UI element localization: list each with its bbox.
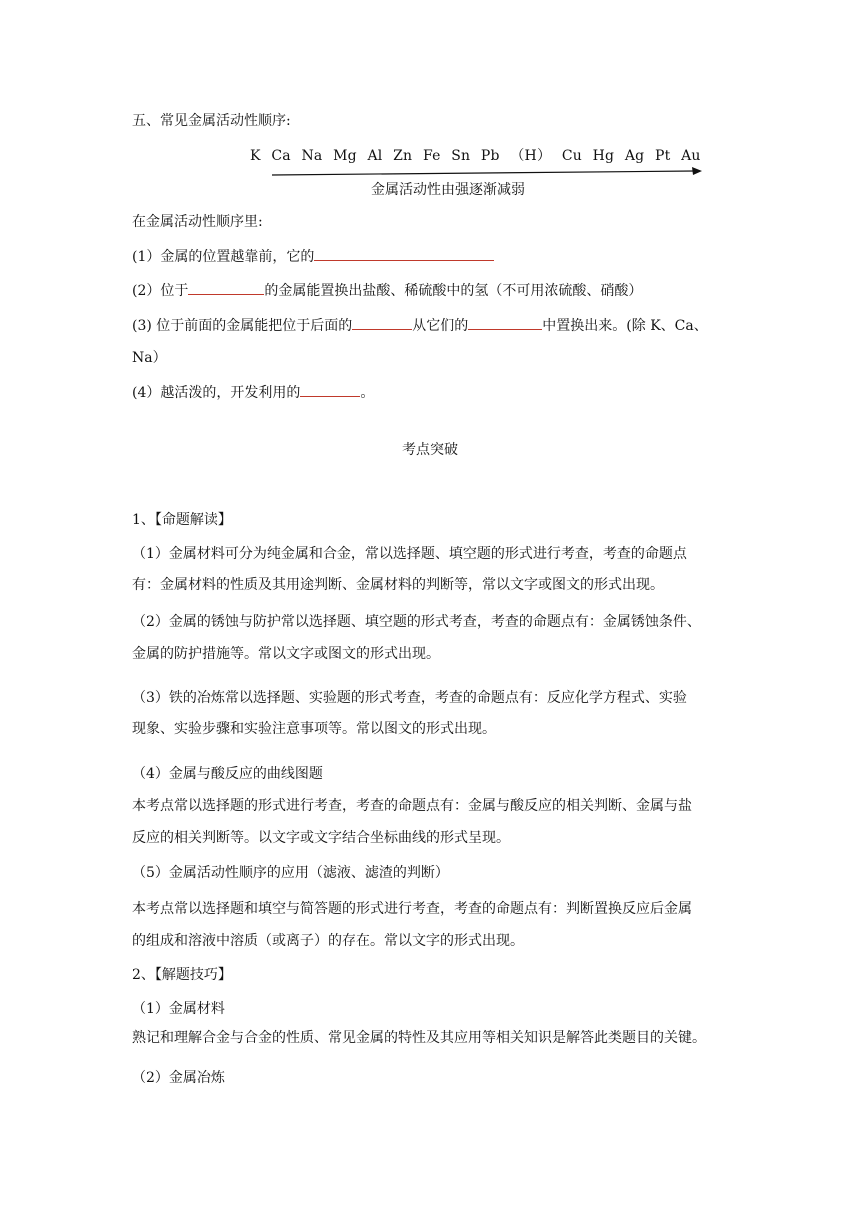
paragraph-line: 的组成和溶液中溶质（或离子）的存在。常以文字的形式出现。 [132, 933, 524, 949]
arrow-caption: 金属活动性由强逐渐减弱 [371, 182, 525, 198]
item-3-text-cont: 从它们的 [412, 318, 469, 334]
part1-title: 1、【命题解读】 [132, 512, 232, 528]
item-4-text: (4）越活泼的，开发利用的 [132, 385, 301, 401]
item-2 [132, 280, 642, 301]
paragraph-line: 本考点常以选择题和填空与简答题的形式进行考查，考查的命题点有：判断置换反应后金属 [132, 901, 692, 917]
paragraph-line: 金属的防护措施等。常以文字或图文的形式出现。 [132, 646, 440, 662]
item-3-wrap: Na） [132, 350, 167, 366]
paragraph-line: 反应的相关判断等。以文字或文字结合坐标曲线的形式呈现。 [132, 830, 510, 846]
answer-blank[interactable] [468, 315, 542, 330]
answer-blank[interactable] [352, 315, 412, 330]
metal-symbol: Ag [624, 148, 645, 164]
answer-blank[interactable] [314, 246, 494, 261]
paragraph-title: （2）金属冶炼 [132, 1070, 225, 1086]
right-arrow-icon [270, 164, 706, 178]
item-1 [132, 246, 494, 267]
metal-symbol: Hg [592, 148, 615, 164]
paragraph-line: （3）铁的冶炼常以选择题、实验题的形式考查，考查的命题点有：反应化学方程式、实验 [132, 690, 687, 706]
item-3-text-end: 中置换出来。(除 K、Ca、 [542, 318, 708, 334]
activity-series [250, 145, 707, 165]
answer-blank[interactable] [300, 382, 360, 397]
metal-symbol: Na [301, 148, 323, 164]
metal-symbol: Sn [451, 148, 471, 164]
paragraph-title: （1）金属材料 [132, 1001, 225, 1017]
item-2-text: (2）位于 [132, 283, 189, 299]
item-1-text: (1）金属的位置越靠前，它的 [132, 249, 315, 265]
paragraph-title: （4）金属与酸反应的曲线图题 [132, 766, 323, 782]
paragraph-line: （2）金属的锈蚀与防护常以选择题、填空题的形式考查，考查的命题点有：金属锈蚀条件、 [132, 614, 701, 630]
metal-symbol: Pt [655, 148, 671, 164]
metal-symbol: Au [681, 148, 701, 164]
metal-symbol: Ca [271, 148, 291, 164]
item-2-text-cont: 的金属能置换出盐酸、稀硫酸中的氢（不可用浓硫酸、硝酸） [264, 283, 643, 299]
paragraph-line: 有：金属材料的性质及其用途判断、金属材料的判断等，常以文字或图文的形式出现。 [132, 577, 664, 593]
intro-text: 在金属活动性顺序里: [132, 214, 263, 230]
section-heading: 考点突破 [402, 442, 458, 458]
metal-symbol: Pb [480, 148, 500, 164]
metal-symbol: Al [367, 148, 383, 164]
answer-blank[interactable] [188, 280, 264, 295]
metal-symbol: （H） [510, 148, 552, 164]
section-title: 五、常见金属活动性顺序: [132, 113, 291, 129]
part2-title: 2、【解题技巧】 [132, 967, 232, 983]
item-3 [132, 315, 708, 336]
item-4-end: 。 [360, 385, 375, 401]
metal-symbol: Fe [422, 148, 441, 164]
paragraph-line: （1）金属材料可分为纯金属和合金，常以选择题、填空题的形式进行考查，考查的命题点 [132, 546, 687, 562]
metal-symbol: K [250, 148, 261, 164]
metal-symbol: Mg [333, 148, 357, 164]
paragraph-line: 现象、实验步骤和实验注意事项等。常以图文的形式出现。 [132, 721, 496, 737]
paragraph-line: 熟记和理解合金与合金的性质、常见金属的特性及其应用等相关知识是解答此类题目的关键。 [132, 1030, 706, 1046]
metal-symbol: Zn [393, 148, 413, 164]
paragraph-line: 本考点常以选择题的形式进行考查，考查的命题点有：金属与酸反应的相关判断、金属与盐 [132, 798, 692, 814]
metal-symbol: Cu [561, 148, 582, 164]
item-4 [132, 382, 374, 403]
item-3-text: (3) 位于前面的金属能把位于后面的 [132, 318, 353, 334]
paragraph-title: （5）金属活动性顺序的应用（滤液、滤渣的判断） [132, 865, 449, 881]
